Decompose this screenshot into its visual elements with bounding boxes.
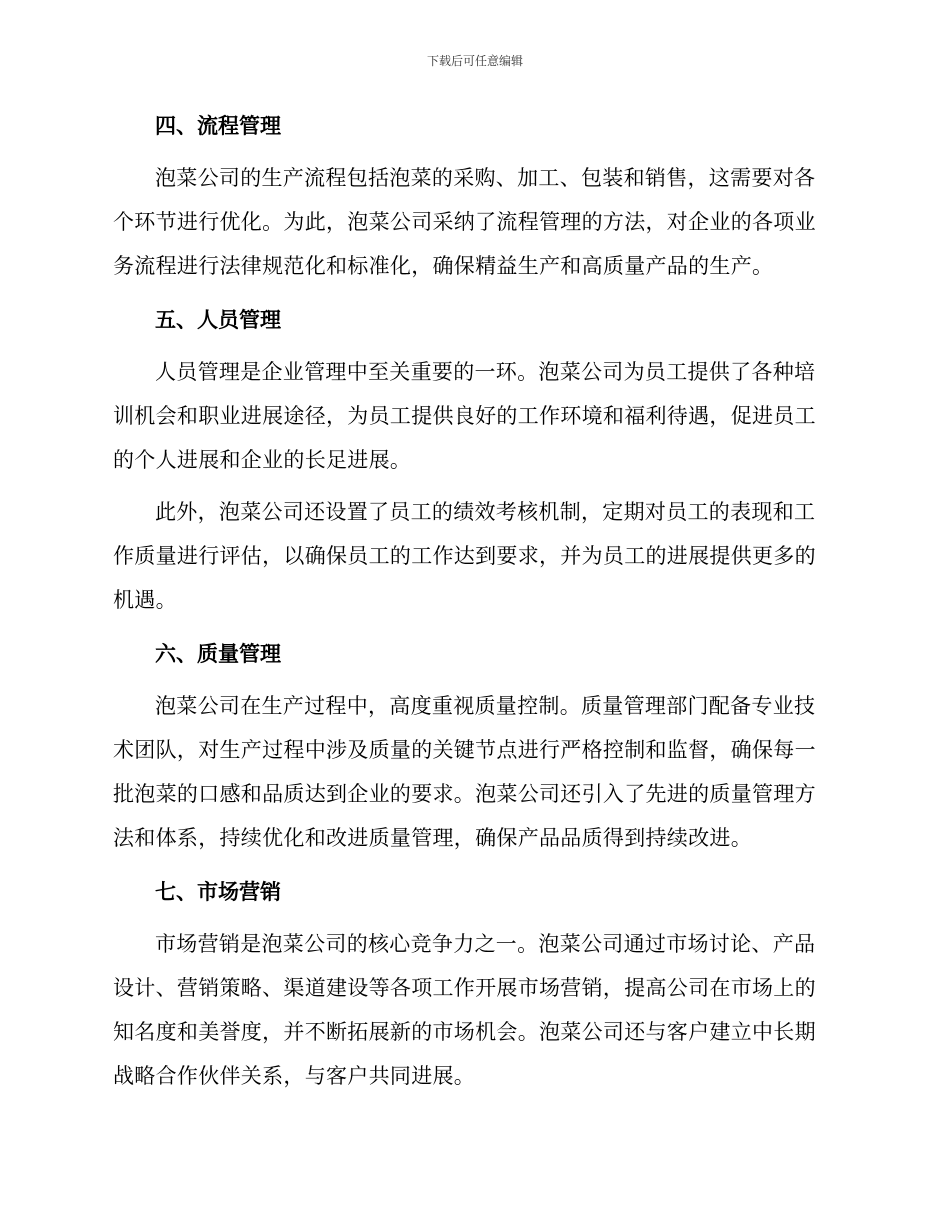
paragraph-quality-1: 泡菜公司在生产过程中，高度重视质量控制。质量管理部门配备专业技术团队，对生产过程中涉及质量的关键节点进行严格控制和监督，确保每一批泡菜的口感和品质达到企业的要求。泡菜公司还引入了先进的质量管理方法和体系，持续优化和改进质量管理，确保产品品质得到持续改进。 xyxy=(113,694,816,850)
section-heading-marketing: 七、市场营销 xyxy=(155,880,281,904)
paragraph-personnel-1: 人员管理是企业管理中至关重要的一环。泡菜公司为员工提供了各种培训机会和职业进展途径，为员工提供良好的工作环境和福利待遇，促进员工的个人进展和企业的长足进展。 xyxy=(113,360,816,472)
section-heading-personnel: 五、人员管理 xyxy=(155,308,281,332)
paragraph-process-1: 泡菜公司的生产流程包括泡菜的采购、加工、包装和销售，这需要对各个环节进行优化。为此，泡菜公司采纳了流程管理的方法，对企业的各项业务流程进行法律规范化和标准化，确保精益生产和高质量产品的生产。 xyxy=(113,166,816,278)
paragraph-marketing-1: 市场营销是泡菜公司的核心竞争力之一。泡菜公司通过市场讨论、产品设计、营销策略、渠道建设等各项工作开展市场营销，提高公司在市场上的知名度和美誉度，并不断拓展新的市场机会。泡菜公司还与客户建立中长期战略合作伙伴关系，与客户共同进展。 xyxy=(113,932,816,1088)
page-header-note: 下载后可任意编辑 xyxy=(426,54,523,68)
section-heading-quality: 六、质量管理 xyxy=(155,642,281,666)
document-body xyxy=(113,104,833,1098)
section-heading-process: 四、流程管理 xyxy=(155,114,281,138)
paragraph-personnel-2: 此外，泡菜公司还设置了员工的绩效考核机制，定期对员工的表现和工作质量进行评估，以确保员工的工作达到要求，并为员工的进展提供更多的机遇。 xyxy=(113,500,816,612)
